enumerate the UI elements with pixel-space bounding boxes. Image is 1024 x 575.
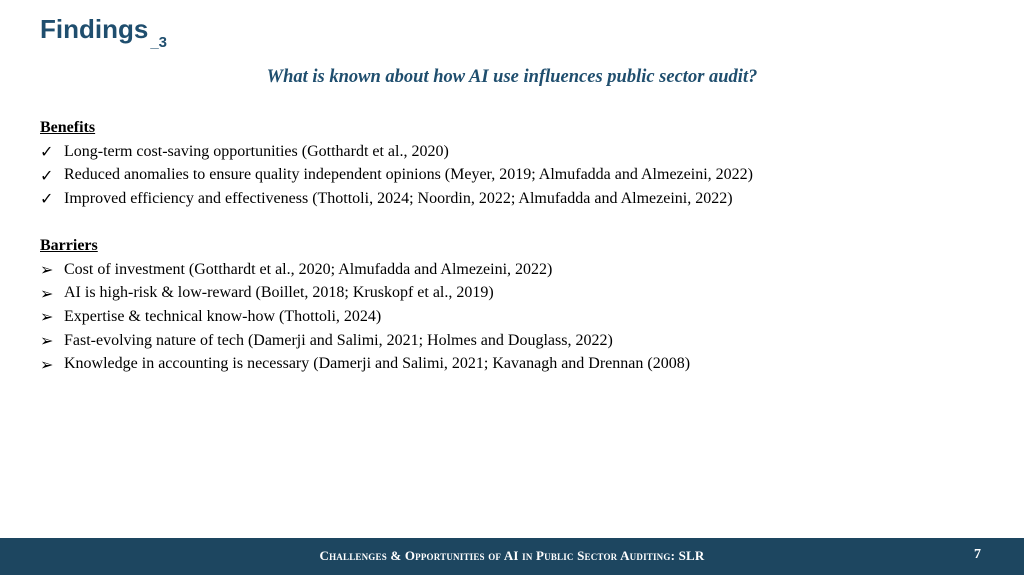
- list-item-text: Reduced anomalies to ensure quality independent opinions (Meyer, 2019; Almufadda and Almezeini, 2022): [64, 166, 753, 184]
- benefits-section: [40, 118, 753, 211]
- list-item-text: Fast-evolving nature of tech (Damerji and Salimi, 2021; Holmes and Douglass, 2022): [64, 331, 613, 349]
- barriers-section: [40, 236, 690, 376]
- list-item: [40, 305, 690, 329]
- list-item: [40, 187, 753, 211]
- arrowhead-icon: ➢: [40, 307, 54, 327]
- list-item-text: AI is high-risk & low-reward (Boillet, 2018; Kruskopf et al., 2019): [64, 284, 494, 302]
- arrowhead-icon: ➢: [40, 283, 54, 303]
- list-item: [40, 258, 690, 282]
- checkmark-icon: ✓: [40, 142, 54, 162]
- arrowhead-icon: ➢: [40, 260, 54, 280]
- page-number: 7: [974, 547, 981, 562]
- list-item: [40, 282, 690, 306]
- barriers-list: [40, 258, 690, 376]
- arrowhead-icon: ➢: [40, 331, 54, 351]
- footer-bar: [0, 538, 1024, 575]
- list-item: [40, 329, 690, 353]
- list-item-text: Expertise & technical know-how (Thottoli, 2024): [64, 307, 382, 325]
- benefits-list: [40, 140, 753, 211]
- list-item-text: Cost of investment (Gotthardt et al., 2020; Almufadda and Almezeini, 2022): [64, 260, 553, 278]
- slide-title: [40, 14, 168, 51]
- slide-title-main: Findings: [40, 14, 149, 44]
- footer-title: Challenges & Opportunities of AI in Public Sector Auditing: SLR: [319, 548, 705, 563]
- benefits-heading: Benefits: [40, 119, 96, 136]
- arrowhead-icon: ➢: [40, 354, 54, 374]
- list-item: [40, 164, 753, 188]
- checkmark-icon: ✓: [40, 189, 54, 209]
- list-item: [40, 140, 753, 164]
- checkmark-icon: ✓: [40, 165, 54, 185]
- research-question: What is known about how AI use influences public sector audit?: [266, 67, 758, 87]
- list-item-text: Improved efficiency and effectiveness (Thottoli, 2024; Noordin, 2022; Almufadda and Almezeini, 2022): [64, 189, 733, 207]
- list-item-text: Long-term cost-saving opportunities (Gotthardt et al., 2020): [64, 142, 449, 160]
- list-item: [40, 352, 690, 376]
- barriers-heading: Barriers: [40, 237, 98, 254]
- slide-title-suffix: _3: [150, 34, 168, 51]
- list-item-text: Knowledge in accounting is necessary (Damerji and Salimi, 2021; Kavanagh and Drennan (2008): [64, 355, 691, 373]
